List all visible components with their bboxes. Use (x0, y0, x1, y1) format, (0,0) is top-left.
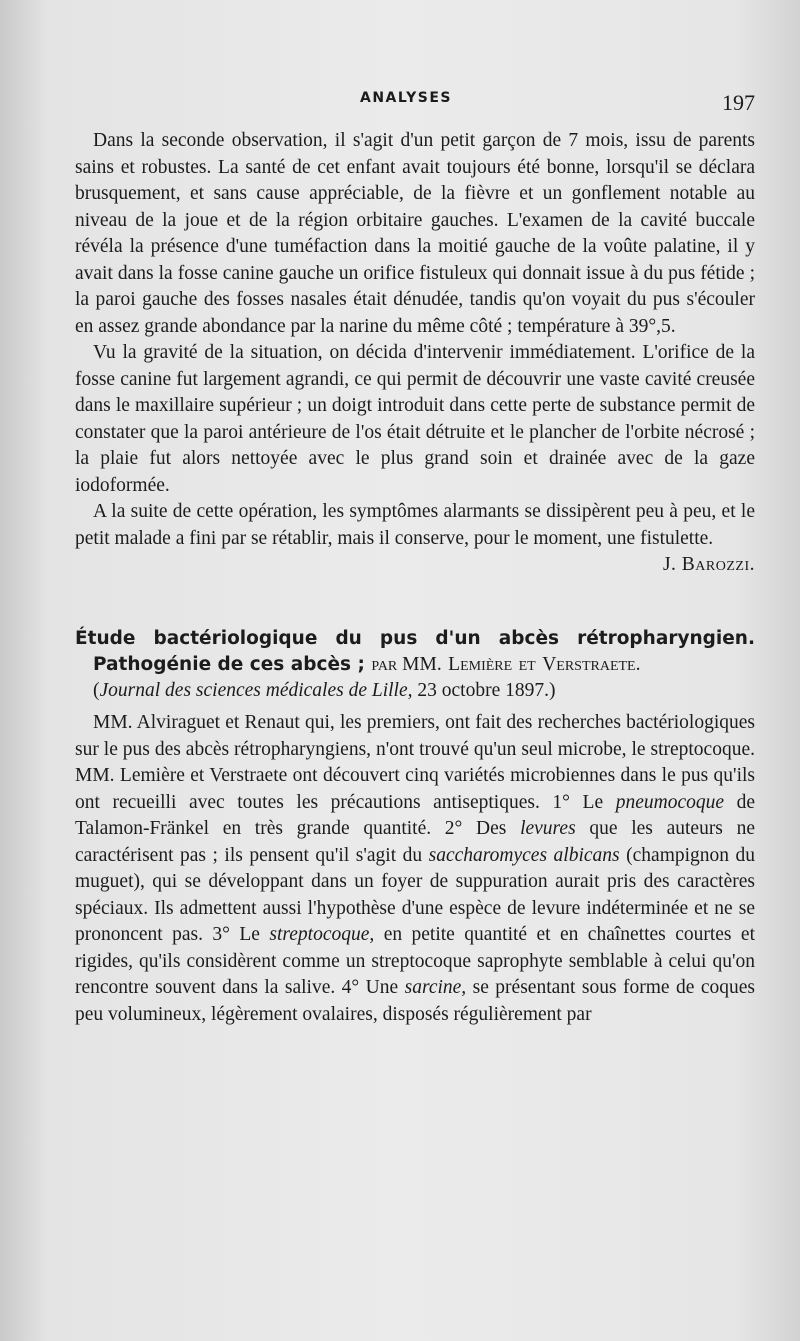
paragraph-observation: Dans la seconde observation, il s'agit d'un petit garçon de 7 mois, issu de parents sains et robustes. La santé de cet enfant avait toujours été bonne, lorsqu'il se déclara brusquement, et sans cause appréciable, de la fièvre et un gonflement notable au niveau de la joue et de la région orbitaire gauches. L'examen de la cavité buccale révéla la présence d'une tuméfaction dans la moitié gauche de la voûte palatine, il y avait dans la fosse canine gauche un orifice fistuleux qui donnait issue à du pus fétide ; la paroi gauche des fosses nasales était dénudée, tandis qu'on voyait du pus s'écouler en assez grande abondance par la narine du même côté ; température à 39°,5. (75, 130, 755, 337)
running-header (75, 84, 755, 128)
term-streptocoque: streptocoque, (269, 924, 375, 945)
body-text-6: se présentant sous forme de coques peu volumineux, légèrement ovalaires, disposés régulièrement par (75, 977, 756, 1025)
term-saccharomyces: saccharomyces albicans (428, 844, 620, 866)
paragraph-intervention: Vu la gravité de la situation, on décida d'intervenir immédiatement. L'orifice de la fosse canine fut largement agrandi, ce qui permit de découvrir une vaste cavité creusée dans le maxillaire supérieur ; un doigt introduit dans cette perte de substance permit de constater que la paroi antérieure de l'os était détruite et le plancher de l'orbite nécrosé ; la plaie fut alors nettoyée avec le plus grand soin et drainée avec de la gaze iodoformée. (75, 342, 755, 496)
body-text-2: de Talamon-Fränkel en très grande quantité. 2° Des (75, 791, 756, 839)
body-text-1: MM. Alviraguet et Renaut qui, les premiers, ont fait des recherches bactériologiques sur le pus des abcès rétropharyngiens, n'ont trouvé qu'un seul microbe, le streptocoque. MM. Lemière et Verstraete ont découvert cinq variétés microbiennes dans le pus qu'ils ont recueilli avec toutes les précautions antiseptiques. 1° Le (75, 712, 755, 813)
document-page (75, 84, 755, 1028)
journal-name: Journal des sciences médicales de Lille, (99, 679, 413, 701)
article-heading (75, 626, 755, 678)
article-and: et (518, 653, 536, 675)
citation-date: 23 octobre 1897.) (417, 679, 556, 701)
body-text-3: que les auteurs ne caractérisent pas ; ils pensent qu'il s'agit du (75, 818, 755, 866)
term-sarcine: sarcine, (404, 977, 467, 998)
paragraph-bacteriology (75, 710, 755, 1028)
article-author-2: Verstraete. (542, 653, 641, 675)
paragraph-outcome (75, 499, 755, 579)
page-number: 197 (722, 90, 755, 115)
article-subtitle: Pathogénie de ces abcès ; (93, 653, 365, 675)
term-pneumocoque: pneumocoque (615, 791, 725, 813)
body-text-4: (champignon du muguet), qui se développant dans un foyer de suppuration aurait pris des caractères spéciaux. Ils admettent aussi l'hypothèse d'une espèce de levure indéterminée et ne se prononcent pas. 3° Le (75, 844, 756, 945)
term-levures: levures (520, 818, 576, 839)
citation-open: ( (93, 679, 100, 701)
article-author-1: Lemière (448, 653, 513, 675)
article-by: par MM. (371, 653, 442, 675)
outcome-text: A la suite de cette opération, les symptômes alarmants se dissipèrent peu à peu, et le petit malade a fini par se rétablir, mais il conserve, pour le moment, une fistulette. (75, 501, 755, 549)
article-citation (75, 678, 755, 705)
signature: J. Barozzi. (662, 554, 755, 575)
article-title: Étude bactériologique du pus d'un abcès rétropharyngien. (75, 627, 755, 649)
body-text-5: en petite quantité et en chaînettes courtes et rigides, qu'ils considèrent comme un streptocoque saprophyte semblable à celui qu'on rencontre souvent dans la salive. 4° Une (75, 924, 755, 998)
running-title: ANALYSES (360, 90, 452, 106)
article-subtitle-line (75, 652, 755, 678)
